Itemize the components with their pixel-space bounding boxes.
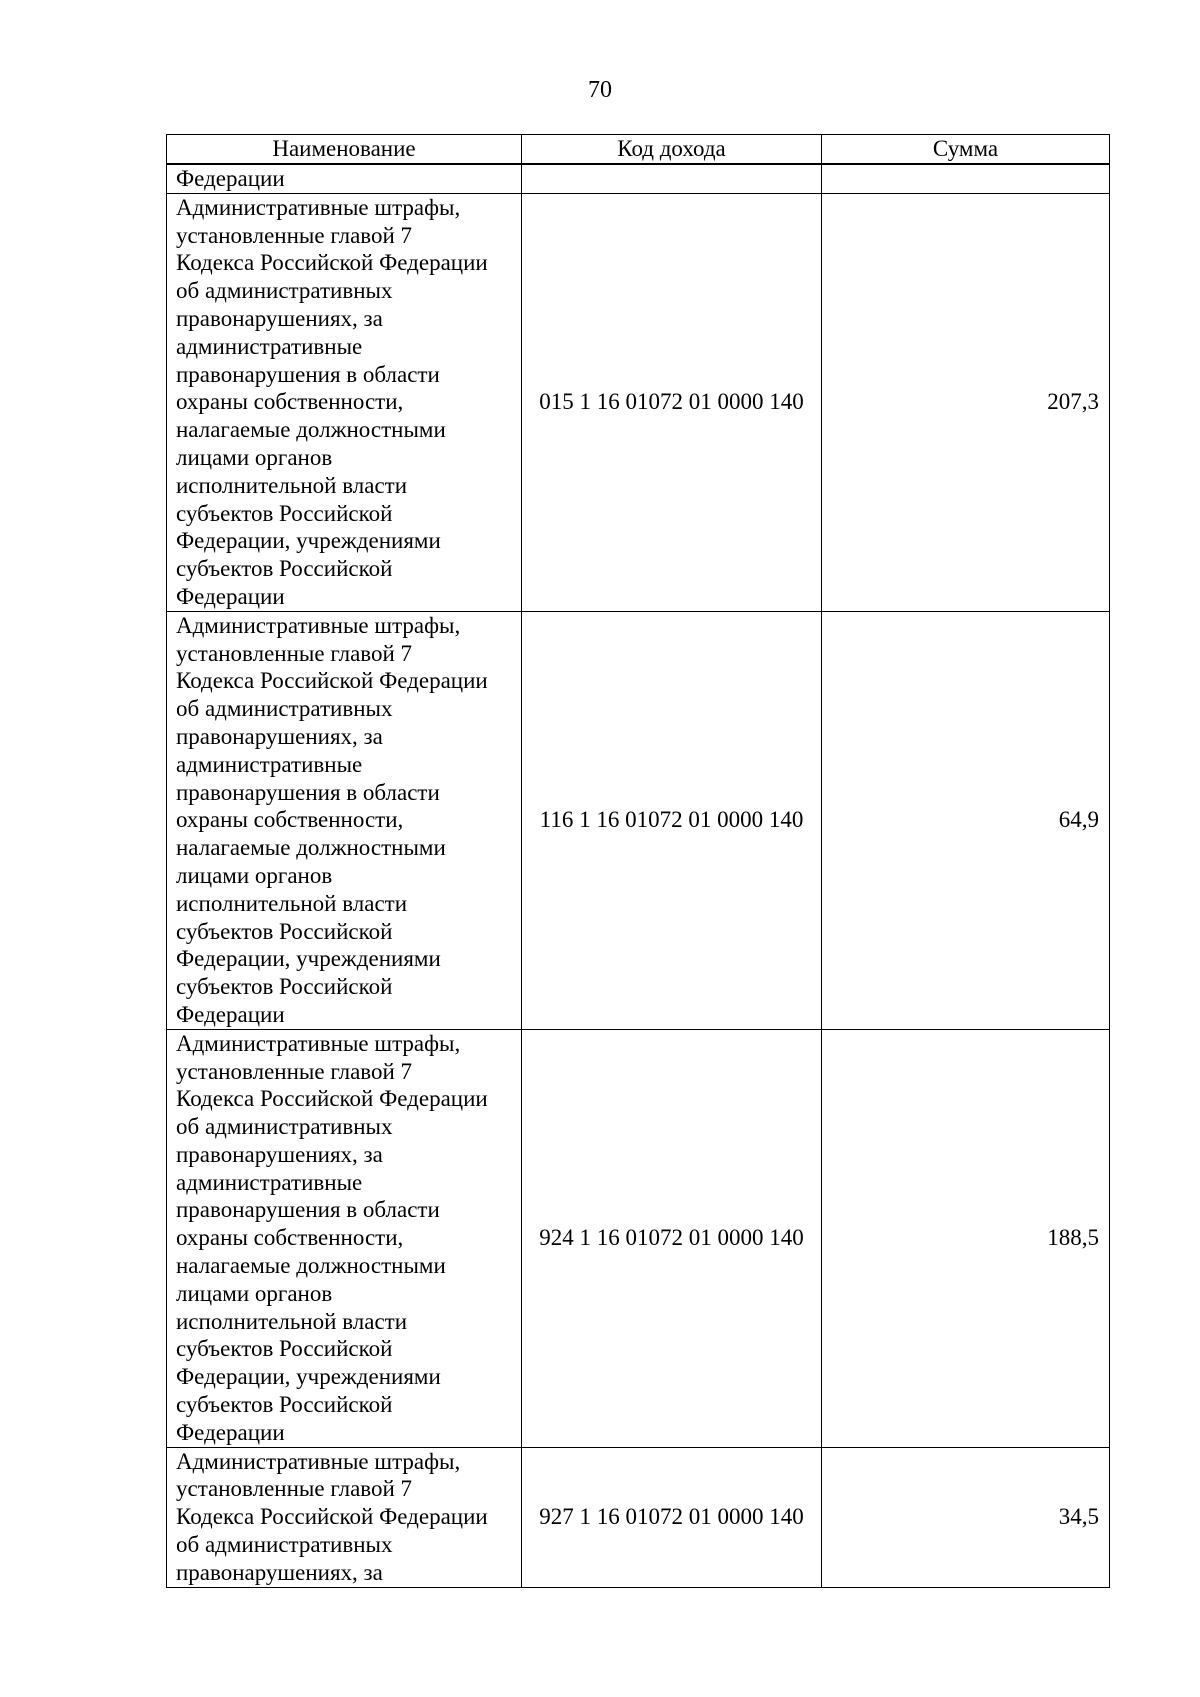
name-line: исполнительной власти bbox=[176, 472, 408, 498]
cell-income-code: 116 1 16 01072 01 0000 140 bbox=[522, 611, 822, 1029]
name-line: налагаемые должностными bbox=[176, 1253, 446, 1279]
name-line: правонарушениях, за bbox=[176, 1141, 383, 1167]
name-line: Федерации, учреждениями bbox=[176, 1364, 441, 1390]
name-line: Федерации bbox=[176, 1419, 285, 1445]
name-line: Административные штрафы, bbox=[176, 1448, 461, 1474]
cell-sum: 64,9 bbox=[822, 611, 1110, 1029]
name-line: об административных bbox=[176, 278, 393, 304]
name-line: охраны собственности, bbox=[176, 807, 404, 833]
name-line: субъектов Российской bbox=[176, 1336, 393, 1362]
header-income-code: Код дохода bbox=[522, 135, 822, 165]
name-line: субъектов Российской bbox=[176, 974, 393, 1000]
name-line: установленные главой 7 bbox=[176, 640, 413, 666]
name-line: правонарушения в области bbox=[176, 361, 440, 387]
name-line: правонарушения в области bbox=[176, 1197, 440, 1223]
name-line: охраны собственности, bbox=[176, 389, 404, 415]
name-line: исполнительной власти bbox=[176, 1308, 408, 1334]
table-row bbox=[167, 193, 1110, 611]
table-row bbox=[167, 164, 1110, 193]
name-line: об административных bbox=[176, 1532, 393, 1558]
table-header bbox=[167, 135, 1110, 165]
cell-name bbox=[167, 611, 522, 1029]
name-line: Кодекса Российской Федерации bbox=[176, 1504, 488, 1530]
name-line: об административных bbox=[176, 696, 393, 722]
table-row bbox=[167, 611, 1110, 1029]
cell-sum: 207,3 bbox=[822, 193, 1110, 611]
cell-income-code: 015 1 16 01072 01 0000 140 bbox=[522, 193, 822, 611]
cell-sum: 188,5 bbox=[822, 1029, 1110, 1447]
cell-name bbox=[167, 193, 522, 611]
header-name: Наименование bbox=[167, 135, 522, 165]
table-row bbox=[167, 1029, 1110, 1447]
name-line: лицами органов bbox=[176, 444, 333, 470]
name-line: налагаемые должностными bbox=[176, 835, 446, 861]
name-line: налагаемые должностными bbox=[176, 417, 446, 443]
name-line: административные bbox=[176, 751, 363, 777]
cell-income-code: 924 1 16 01072 01 0000 140 bbox=[522, 1029, 822, 1447]
name-line: охраны собственности, bbox=[176, 1225, 404, 1251]
name-line: правонарушениях, за bbox=[176, 305, 383, 331]
cell-name bbox=[167, 1447, 522, 1587]
page-number: 70 bbox=[588, 77, 612, 103]
name-line: правонарушения в области bbox=[176, 779, 440, 805]
name-line: исполнительной власти bbox=[176, 890, 408, 916]
cell-income-code: 927 1 16 01072 01 0000 140 bbox=[522, 1447, 822, 1587]
name-line: правонарушениях, за bbox=[176, 723, 383, 749]
name-line: Кодекса Российской Федерации bbox=[176, 668, 488, 694]
name-line: об административных bbox=[176, 1114, 393, 1140]
name-line: административные bbox=[176, 333, 363, 359]
cell-name bbox=[167, 1029, 522, 1447]
table-row bbox=[167, 1447, 1110, 1587]
name-line: Федерации bbox=[176, 1001, 285, 1027]
name-line: Кодекса Российской Федерации bbox=[176, 1086, 488, 1112]
name-line: Федерации bbox=[176, 166, 285, 191]
name-line: административные bbox=[176, 1169, 363, 1195]
name-line: субъектов Российской bbox=[176, 556, 393, 582]
name-line: установленные главой 7 bbox=[176, 1058, 413, 1084]
table-header-row bbox=[167, 135, 1110, 165]
name-line: установленные главой 7 bbox=[176, 1476, 413, 1502]
name-line: лицами органов bbox=[176, 862, 333, 888]
name-line: субъектов Российской bbox=[176, 500, 393, 526]
name-line: Административные штрафы, bbox=[176, 612, 461, 638]
name-line: правонарушениях, за bbox=[176, 1559, 383, 1585]
name-line: субъектов Российской bbox=[176, 1392, 393, 1418]
name-line: Административные штрафы, bbox=[176, 194, 461, 220]
revenue-table bbox=[166, 134, 1110, 1588]
name-line: Кодекса Российской Федерации bbox=[176, 250, 488, 276]
name-line: Федерации, учреждениями bbox=[176, 528, 441, 554]
name-line: Федерации bbox=[176, 583, 285, 609]
cell-sum: 34,5 bbox=[822, 1447, 1110, 1587]
cell-name bbox=[167, 164, 522, 193]
name-line: установленные главой 7 bbox=[176, 222, 413, 248]
name-line: Федерации, учреждениями bbox=[176, 946, 441, 972]
name-line: Административные штрафы, bbox=[176, 1030, 461, 1056]
table-body bbox=[167, 164, 1110, 1587]
header-sum: Сумма bbox=[822, 135, 1110, 165]
cell-sum bbox=[822, 164, 1110, 193]
name-line: субъектов Российской bbox=[176, 918, 393, 944]
cell-income-code bbox=[522, 164, 822, 193]
name-line: лицами органов bbox=[176, 1280, 333, 1306]
